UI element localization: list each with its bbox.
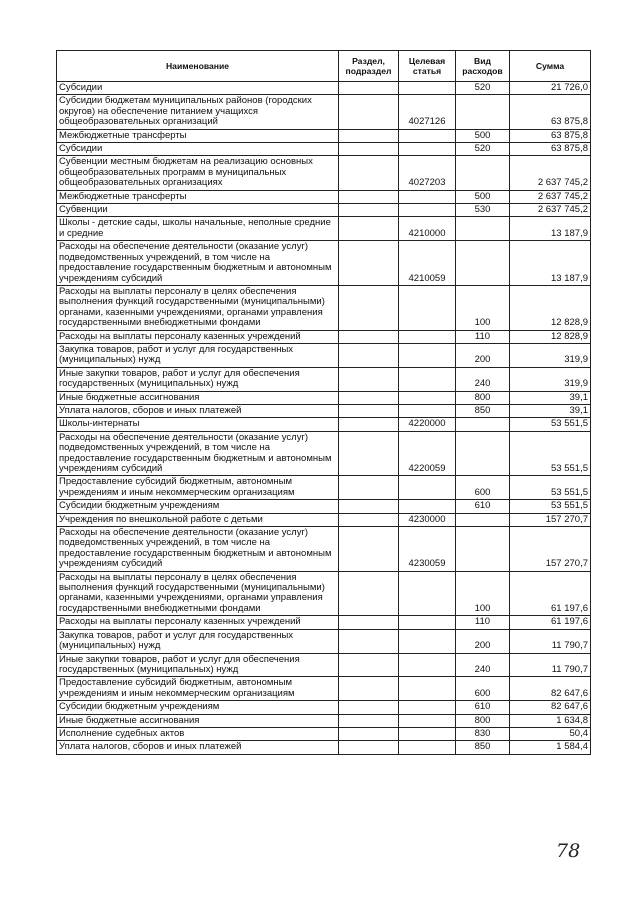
row-sum-cell: 82 647,6 [510,677,591,701]
table-row [57,418,591,431]
row-section-cell [339,367,399,391]
row-expense-cell: 850 [456,741,510,754]
row-sum-cell: 63 875,8 [510,129,591,142]
row-expense-cell: 500 [456,190,510,203]
row-name-cell: Субвенции [57,204,339,217]
row-expense-cell: 800 [456,714,510,727]
row-sum-cell: 2 637 745,2 [510,190,591,203]
table-row [57,616,591,629]
table-row [57,204,591,217]
row-target-cell [399,391,456,404]
row-sum-cell: 12 828,9 [510,330,591,343]
row-sum-cell: 2 637 745,2 [510,156,591,190]
row-name-cell: Субсидии [57,82,339,95]
row-expense-cell: 110 [456,616,510,629]
row-expense-cell: 610 [456,701,510,714]
table-row [57,143,591,156]
table-body [57,82,591,755]
table-row [57,476,591,500]
table-row [57,217,591,241]
row-target-cell [399,616,456,629]
row-target-cell: 4027203 [399,156,456,190]
row-sum-cell: 157 270,7 [510,513,591,526]
row-expense-cell [456,217,510,241]
row-name-cell: Исполнение судебных актов [57,727,339,740]
table-row [57,343,591,367]
table-row [57,82,591,95]
row-target-cell: 4230059 [399,527,456,572]
row-name-cell: Предоставление субсидий бюджетным, автономным учреждениям и иным некоммерческим организациям [57,476,339,500]
row-sum-cell: 21 726,0 [510,82,591,95]
table-row [57,629,591,653]
row-name-cell: Учреждения по внешкольной работе с детьми [57,513,339,526]
row-expense-cell: 600 [456,677,510,701]
row-expense-cell: 100 [456,285,510,330]
table-row [57,95,591,129]
row-name-cell: Расходы на обеспечение деятельности (оказание услуг) подведомственных учреждений, в том числе на предоставление государственным бюджетным и автономным учреждениям субсидий [57,527,339,572]
row-section-cell [339,190,399,203]
row-expense-cell: 800 [456,391,510,404]
row-name-cell: Субвенции местным бюджетам на реализацию основных общеобразовательных программ в муниципальных общеобразовательных организациях [57,156,339,190]
row-name-cell: Закупка товаров, работ и услуг для государственных (муниципальных) нужд [57,343,339,367]
row-section-cell [339,616,399,629]
table-row [57,330,591,343]
row-target-cell [399,285,456,330]
page-number: 78 [556,840,581,862]
header-name: Наименование [57,51,339,82]
row-name-cell: Школы - детские сады, школы начальные, неполные средние и средние [57,217,339,241]
row-expense-cell [456,513,510,526]
table-row [57,241,591,286]
row-sum-cell: 39,1 [510,391,591,404]
row-section-cell [339,701,399,714]
table-header-row [57,51,591,82]
row-expense-cell: 850 [456,404,510,417]
row-target-cell [399,571,456,616]
row-section-cell [339,285,399,330]
table-row [57,677,591,701]
row-target-cell [399,143,456,156]
row-expense-cell: 530 [456,204,510,217]
row-sum-cell: 53 551,5 [510,418,591,431]
row-name-cell: Иные закупки товаров, работ и услуг для обеспечения государственных (муниципальных) нужд [57,367,339,391]
row-section-cell [339,629,399,653]
row-name-cell: Закупка товаров, работ и услуг для государственных (муниципальных) нужд [57,629,339,653]
row-expense-cell: 100 [456,571,510,616]
row-name-cell: Школы-интернаты [57,418,339,431]
row-sum-cell: 12 828,9 [510,285,591,330]
row-sum-cell: 53 551,5 [510,500,591,513]
header-expense: Вид расходов [456,51,510,82]
row-sum-cell: 1 584,4 [510,741,591,754]
row-name-cell: Расходы на выплаты персоналу в целях обеспечения выполнения функций государственными (муниципальными) органами, казенными учреждениями, органами управления государственными внебюджетными фондами [57,571,339,616]
row-section-cell [339,343,399,367]
row-section-cell [339,241,399,286]
row-name-cell: Расходы на выплаты персоналу в целях обеспечения выполнения функций государственными (муниципальными) органами, казенными учреждениями, органами управления государственными внебюджетными фондами [57,285,339,330]
row-expense-cell [456,527,510,572]
row-expense-cell: 500 [456,129,510,142]
row-target-cell [399,701,456,714]
table-row [57,741,591,754]
row-target-cell [399,714,456,727]
row-name-cell: Расходы на обеспечение деятельности (оказание услуг) подведомственных учреждений, в том числе на предоставление государственным бюджетным и автономным учреждениям субсидий [57,241,339,286]
row-expense-cell: 200 [456,343,510,367]
row-section-cell [339,391,399,404]
row-expense-cell: 240 [456,653,510,677]
row-target-cell: 4220000 [399,418,456,431]
row-sum-cell: 63 875,8 [510,95,591,129]
row-section-cell [339,404,399,417]
row-target-cell [399,500,456,513]
row-target-cell [399,330,456,343]
row-sum-cell: 63 875,8 [510,143,591,156]
row-name-cell: Расходы на обеспечение деятельности (оказание услуг) подведомственных учреждений, в том числе на предоставление государственным бюджетным и автономным учреждениям субсидий [57,431,339,476]
row-section-cell [339,476,399,500]
table-row [57,500,591,513]
row-name-cell: Межбюджетные трансферты [57,190,339,203]
row-section-cell [339,143,399,156]
row-section-cell [339,513,399,526]
row-name-cell: Субсидии бюджетным учреждениям [57,701,339,714]
row-sum-cell: 1 634,8 [510,714,591,727]
budget-table [56,50,591,755]
row-sum-cell: 13 187,9 [510,217,591,241]
row-sum-cell: 53 551,5 [510,476,591,500]
row-section-cell [339,527,399,572]
row-sum-cell: 61 197,6 [510,571,591,616]
row-expense-cell: 520 [456,82,510,95]
row-sum-cell: 319,9 [510,343,591,367]
row-target-cell: 4220059 [399,431,456,476]
row-section-cell [339,204,399,217]
row-expense-cell: 110 [456,330,510,343]
table-row [57,527,591,572]
row-expense-cell: 830 [456,727,510,740]
row-section-cell [339,217,399,241]
row-name-cell: Уплата налогов, сборов и иных платежей [57,741,339,754]
row-target-cell [399,404,456,417]
row-target-cell [399,629,456,653]
row-expense-cell [456,156,510,190]
row-section-cell [339,431,399,476]
row-section-cell [339,714,399,727]
row-target-cell: 4230000 [399,513,456,526]
row-target-cell [399,343,456,367]
row-sum-cell: 82 647,6 [510,701,591,714]
row-target-cell [399,727,456,740]
row-target-cell: 4210000 [399,217,456,241]
row-name-cell: Иные бюджетные ассигнования [57,714,339,727]
table-row [57,727,591,740]
document-page [56,50,590,755]
row-section-cell [339,571,399,616]
table-row [57,431,591,476]
row-target-cell [399,653,456,677]
row-section-cell [339,129,399,142]
row-name-cell: Межбюджетные трансферты [57,129,339,142]
row-expense-cell [456,95,510,129]
row-target-cell [399,190,456,203]
table-row [57,190,591,203]
row-expense-cell: 610 [456,500,510,513]
row-sum-cell: 319,9 [510,367,591,391]
table-row [57,404,591,417]
row-name-cell: Субсидии [57,143,339,156]
row-expense-cell: 200 [456,629,510,653]
header-sum: Сумма [510,51,591,82]
row-expense-cell [456,418,510,431]
row-name-cell: Расходы на выплаты персоналу казенных учреждений [57,330,339,343]
row-sum-cell: 13 187,9 [510,241,591,286]
row-expense-cell: 600 [456,476,510,500]
table-row [57,391,591,404]
row-section-cell [339,500,399,513]
table-row [57,571,591,616]
row-name-cell: Субсидии бюджетам муниципальных районов (городских округов) на обеспечение питанием учащихся общеобразовательных организаций [57,95,339,129]
row-section-cell [339,418,399,431]
row-sum-cell: 2 637 745,2 [510,204,591,217]
row-target-cell [399,476,456,500]
row-target-cell [399,82,456,95]
row-name-cell: Расходы на выплаты персоналу казенных учреждений [57,616,339,629]
row-section-cell [339,653,399,677]
row-name-cell: Иные закупки товаров, работ и услуг для обеспечения государственных (муниципальных) нужд [57,653,339,677]
row-section-cell [339,330,399,343]
row-target-cell: 4027126 [399,95,456,129]
row-target-cell [399,677,456,701]
row-name-cell: Уплата налогов, сборов и иных платежей [57,404,339,417]
row-expense-cell [456,431,510,476]
row-section-cell [339,727,399,740]
table-row [57,156,591,190]
table-row [57,653,591,677]
table-row [57,367,591,391]
row-sum-cell: 39,1 [510,404,591,417]
row-name-cell: Иные бюджетные ассигнования [57,391,339,404]
row-expense-cell [456,241,510,286]
row-section-cell [339,741,399,754]
row-sum-cell: 53 551,5 [510,431,591,476]
row-sum-cell: 11 790,7 [510,653,591,677]
row-name-cell: Субсидии бюджетным учреждениям [57,500,339,513]
row-sum-cell: 61 197,6 [510,616,591,629]
row-target-cell: 4210059 [399,241,456,286]
header-target: Целевая статья [399,51,456,82]
table-row [57,129,591,142]
row-target-cell [399,367,456,391]
row-target-cell [399,741,456,754]
row-section-cell [339,95,399,129]
row-target-cell [399,204,456,217]
row-section-cell [339,156,399,190]
header-section: Раздел, подраздел [339,51,399,82]
row-sum-cell: 11 790,7 [510,629,591,653]
table-row [57,714,591,727]
row-target-cell [399,129,456,142]
row-sum-cell: 157 270,7 [510,527,591,572]
row-section-cell [339,82,399,95]
row-expense-cell: 520 [456,143,510,156]
row-name-cell: Предоставление субсидий бюджетным, автономным учреждениям и иным некоммерческим организациям [57,677,339,701]
table-row [57,285,591,330]
table-row [57,701,591,714]
row-sum-cell: 50,4 [510,727,591,740]
row-expense-cell: 240 [456,367,510,391]
row-section-cell [339,677,399,701]
table-row [57,513,591,526]
